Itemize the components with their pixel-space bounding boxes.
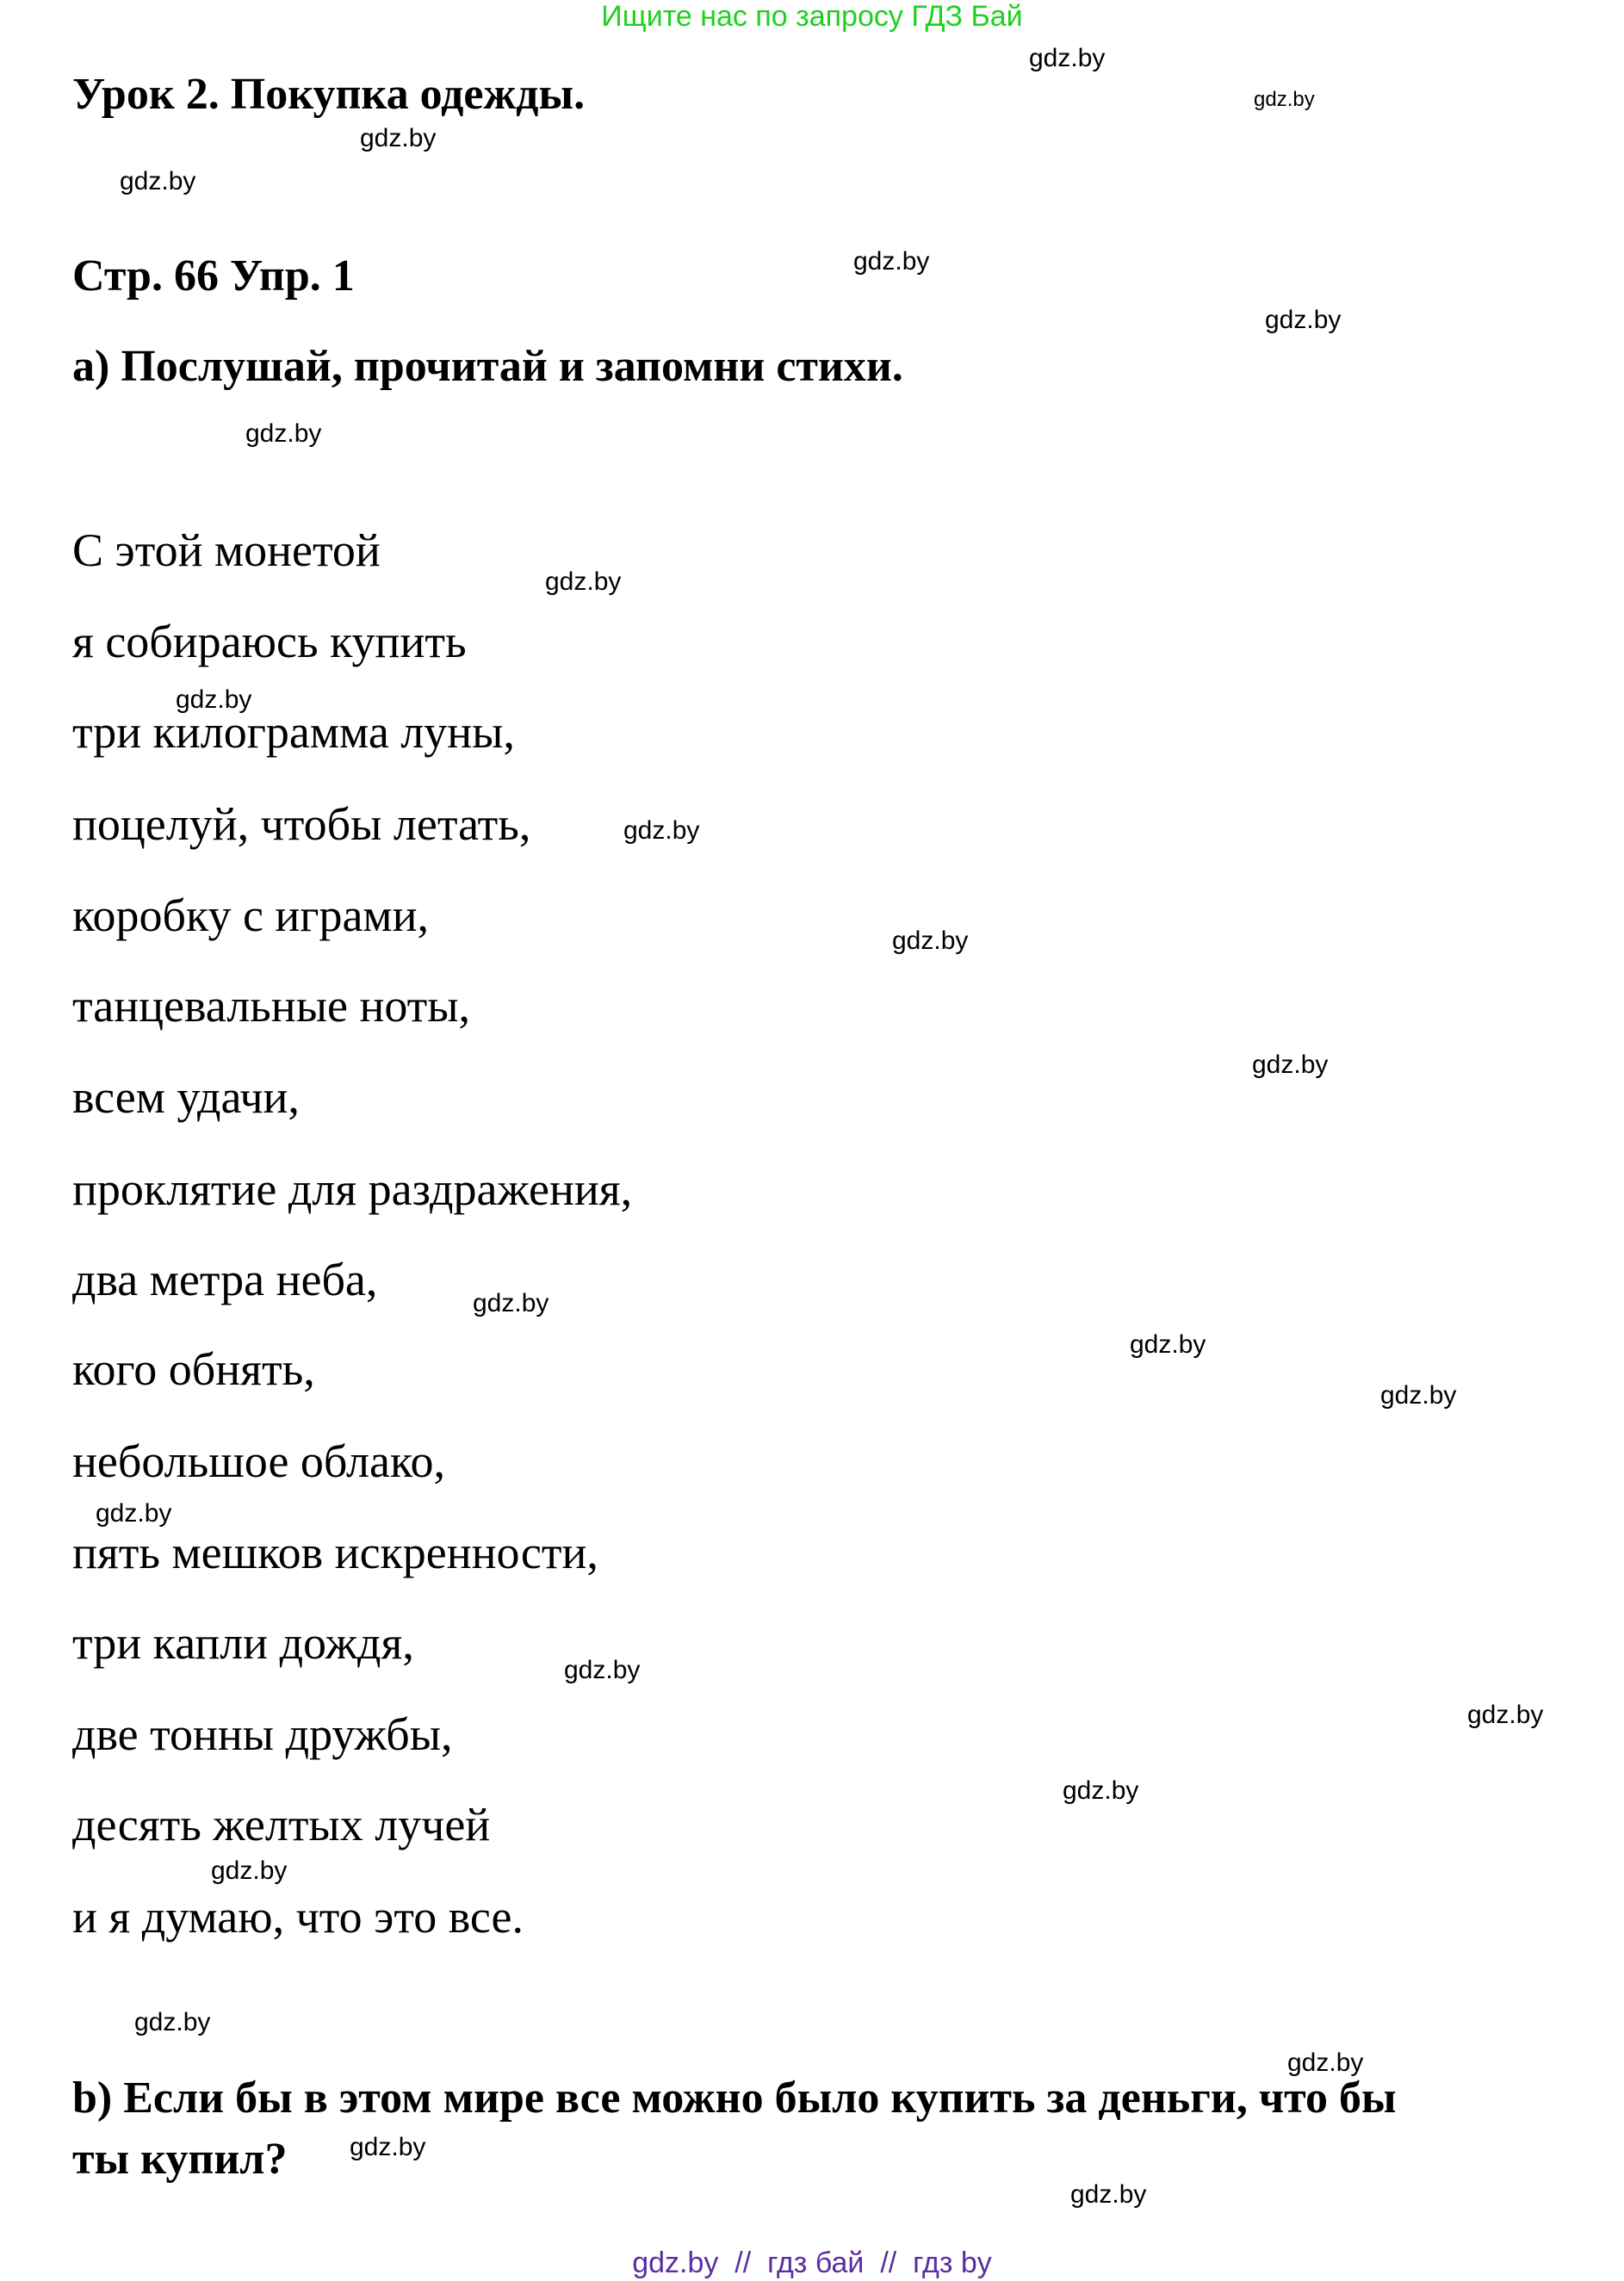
watermark: gdz.by (892, 927, 969, 955)
watermark: gdz.by (1063, 1776, 1139, 1805)
watermark: gdz.by (120, 167, 196, 195)
footer-links[interactable]: gdz.by // гдз бай // гдз by (632, 2247, 992, 2279)
poem-line: всем удачи, (72, 1071, 300, 1123)
watermark: gdz.by (360, 124, 437, 152)
watermark: gdz.by (350, 2133, 426, 2161)
task-b-heading-line-2: ты купил? (72, 2135, 288, 2184)
poem-line: проклятие для раздражения, (72, 1163, 633, 1215)
watermark: gdz.by (1287, 2049, 1364, 2077)
poem-line: десять желтых лучей (72, 1799, 491, 1850)
search-banner[interactable]: Ищите нас по запросу ГДЗ Бай (601, 0, 1023, 33)
watermark: gdz.by (134, 2008, 211, 2036)
watermark: gdz.by (1130, 1330, 1206, 1359)
watermark: gdz.by (473, 1289, 549, 1317)
watermark: gdz.by (1467, 1701, 1544, 1729)
exercise-heading: Стр. 66 Упр. 1 (72, 251, 355, 301)
poem-line: коробку с играми, (72, 889, 429, 941)
poem-line: три килограмма луны, (72, 706, 515, 758)
poem-line: С этой монетой (72, 524, 381, 576)
watermark: gdz.by (1265, 306, 1342, 334)
poem-line: три капли дождя, (72, 1617, 414, 1669)
poem-line: я собираюсь купить (72, 616, 467, 667)
watermark: gdz.by (245, 419, 322, 448)
poem-line: небольшое облако, (72, 1435, 445, 1487)
poem-line: две тонны дружбы, (72, 1708, 453, 1760)
watermark: gdz.by (564, 1656, 641, 1684)
watermark: gdz.by (176, 685, 252, 714)
watermark: gdz.by (1029, 44, 1106, 72)
watermark: gdz.by (1254, 88, 1315, 111)
watermark: gdz.by (1070, 2180, 1147, 2209)
poem-line: танцевальные ноты, (72, 980, 471, 1032)
poem-line: поцелуй, чтобы летать, (72, 798, 531, 850)
watermark: gdz.by (211, 1856, 288, 1885)
poem-line: кого обнять, (72, 1343, 315, 1395)
poem-line: и я думаю, что это все. (72, 1891, 524, 1943)
task-b-heading-line-1: b) Если бы в этом мире все можно было купить за деньги, что бы (72, 2073, 1397, 2123)
watermark: gdz.by (545, 567, 622, 596)
watermark: gdz.by (96, 1499, 172, 1528)
watermark: gdz.by (1380, 1381, 1457, 1410)
poem-line: пять мешков искренности, (72, 1527, 598, 1578)
watermark: gdz.by (623, 816, 700, 845)
task-a-heading: а) Послушай, прочитай и запомни стихи. (72, 342, 903, 391)
lesson-title: Урок 2. Покупка одежды. (72, 70, 586, 119)
watermark: gdz.by (853, 247, 930, 276)
watermark: gdz.by (1252, 1051, 1329, 1079)
poem-line: два метра неба, (72, 1254, 378, 1305)
